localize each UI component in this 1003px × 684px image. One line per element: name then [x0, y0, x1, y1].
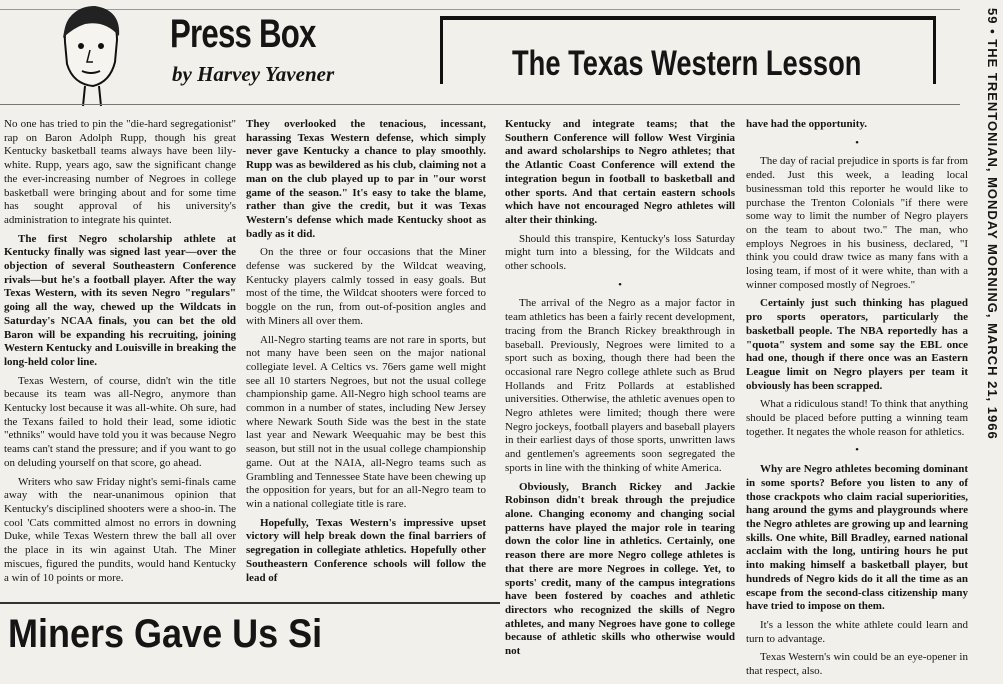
- column-title: Press Box: [170, 12, 316, 56]
- text-column-2: [246, 118, 486, 590]
- text-column-3: [505, 118, 735, 664]
- paragraph: The arrival of the Negro as a major factor in team athletics has been a fairly recent development, tracing from the Branch Rickey breakthrough in baseball. Previously, Negroes were limited to a sport such as boxing, though there had been the occasional rare Negro college athlete such as Brud Hollands and Fritz Pollards at established universities. Otherwise, the athletic avenues open to Negro athletes were limited; though there were Negro jockeys, football players and baseball players in their earliest days of those sports, unwritten laws and gentlemen's agreements soon segregated the sports in line with the thinking of white America.: [505, 297, 736, 474]
- separator-dot: •: [855, 136, 859, 149]
- byline: by Harvey Yavener: [172, 62, 335, 86]
- header-rule: [0, 104, 960, 105]
- page-number: 59: [985, 8, 1000, 25]
- paragraph: Should this transpire, Kentucky's loss Saturday might turn into a blessing, for the Wildcats and other schools.: [505, 232, 735, 273]
- paragraph: Texas Western's win could be an eye-opener in that respect, also.: [746, 651, 968, 678]
- paragraph: It's a lesson the white athlete could learn and turn to advantage.: [746, 618, 968, 645]
- paragraph: Texas Western, of course, didn't win the title because its team was all-Negro, anymore than Kentucky lost because it was all-white. Oh sure, had the Texans failed to hold their lead, some idiotic "ethniks" would have told you it was because Negro teams can't stand the pressure; and if you want to go on deluding yourself on that score, go ahead.: [4, 374, 236, 469]
- paragraph: All-Negro starting teams are not rare in sports, but not many have been seen on the major national collegiate level. A Celtics vs. 76ers game well might see all 10 starters Negroes, but not the usual college championship game. All-Negro high school teams are common in a number of states, including New Jersey where Newark South Side was the best in the state last year and Newark Weequahic may be best this season, but still not in the usual college championship game. Out at the NAIA, all-Negro teams such as Grambling and Tennessee State have been chewing up the opposition for years, but for an all-Negro team to win a national collegiate title is rare.: [246, 333, 486, 510]
- separator-dot: •: [855, 444, 859, 457]
- text-column-4: [746, 118, 968, 684]
- sidebar-dateline: [985, 8, 1000, 440]
- paragraph: What a ridiculous stand! To think that anything should be placed before putting a winning team together. It negates the whole reason for athletics.: [746, 398, 968, 438]
- paragraph: Why are Negro athletes becoming dominant in some sports? Before you listen to any of those crackpots who claim racial superiorities, hang around the gyms and playgrounds where the Negro athletes are growing up and learning skills. One white, Bill Bradley, earned national acclaim with the long, untiring hours he put into making himself a basketball player, but hundreds of Negro kids do it all the time as an escape from the second-class citizenship many have tried to impose on them.: [746, 463, 968, 613]
- bottom-headline: Miners Gave Us Si: [8, 612, 323, 656]
- paragraph: The day of racial prejudice in sports is far from ended. Just this week, a leading local businessman told this reporter he would like to purchase the Trenton Colonials "if there were some way to limit the number of Negro players on the team to about two." The man, who employs Negroes in his business, declared, "I think you could draw twice as many fans with a losing team, if most of it were white, than with a winner composed mostly of Negroes.": [746, 155, 969, 291]
- paragraph: No one has tried to pin the "die-hard segregationist" rap on Baron Adolph Rupp, though his great Kentucky basketball teams always have been lily-white. Rupp, years ago, saw the significant change the ever-increasing number of Negroes in college basketball were bringing about and for some time has sought approval of his university's administration to integrate his quintet.: [4, 118, 236, 226]
- dateline-text: THE TRENTONIAN, MONDAY MORNING, MARCH 21, 1966: [985, 39, 1000, 440]
- bullet: •: [985, 29, 1000, 40]
- paragraph: The first Negro scholarship athlete at Kentucky finally was signed last year—over the objection of several Southeastern Conference rivals—but he's a football player. After the way Texas Western, with its seven Negro "regulars" going all the way, chewed up the Wildcats in Saturday's NCAA finals, you can bet the old Baron will be expanding his recruiting, joining Western Kentucky and Louisville in breaking the long-held color line.: [4, 232, 236, 368]
- paragraph: Hopefully, Texas Western's impressive upset victory will help break down the final barriers of segregation in collegiate athletics. Hopefully other Southeastern Conference schools will follow the lead of: [246, 516, 486, 584]
- paragraph: On the three or four occasions that the Miner defense was suckered by the Wildcat weaving, Kentucky players calmly tossed in easy goals. But most of the time, the Wildcat shooters were forced to boggle on the run, from out-of-position angles and with Miners all over them.: [246, 246, 486, 327]
- paragraph: Kentucky and integrate teams; that the Southern Conference will follow West Virginia and award scholarships to Negro athletes; that the Atlantic Coast Conference will extend the integration begun in football to basketball and other sports. And that certain eastern schools which have not encouraged Negro athletes will alter their thinking.: [505, 118, 735, 226]
- text-column-1: [4, 118, 236, 590]
- paragraph: Obviously, Branch Rickey and Jackie Robinson didn't break through the prejudice alone. Changing economy and changing social patterns have played the major role in tearing down the color line in athletics. Certainly, one reason there are more Negro college athletes is that there are more Negroes in college. Yet, to sports' credit, many of the campus integrations have been fostered by coaches and athletic directors who recognized the skills of Negro athletes, and many Negroes have gone to college because of athletic skills who otherwise would not: [505, 480, 735, 658]
- bottom-rule: [0, 602, 500, 604]
- headline: The Texas Western Lesson: [512, 44, 862, 83]
- paragraph: Certainly just such thinking has plagued pro sports operators, particularly the basketball people. The NBA reportedly has a "quota" system and some say the EBL once had one, though if there once was an Eastern League limit on Negro players per team it obviously has been scrapped.: [746, 297, 968, 392]
- columnist-portrait: [55, 2, 125, 107]
- paragraph: They overlooked the tenacious, incessant, harassing Texas Western defense, which simply never gave Kentucky a chance to play smoothly. Rupp was as bewildered as his club, claiming not a man on the club played up to par in "our worst game of the season." It's easy to take the blame, rather than give the credit, but it was Texas Western's defense which made Kentucky shoot as badly as it did.: [246, 118, 486, 240]
- paragraph: have had the opportunity.: [746, 118, 868, 130]
- top-strip: [0, 0, 960, 10]
- separator-dot: •: [618, 278, 622, 291]
- paragraph: Writers who saw Friday night's semi-finals came away with the near-unanimous opinion that Kentucky's disciplined shooters were a shoo-in. The cool 'Cats committed almost no errors in downing Duke, while Texas Western threw the ball all over the place in its win against Utah. The Miner miscues, figured the pundits, would hand Kentucky a win of 10 points or more.: [4, 475, 236, 584]
- edge-sidebar: [970, 0, 1003, 639]
